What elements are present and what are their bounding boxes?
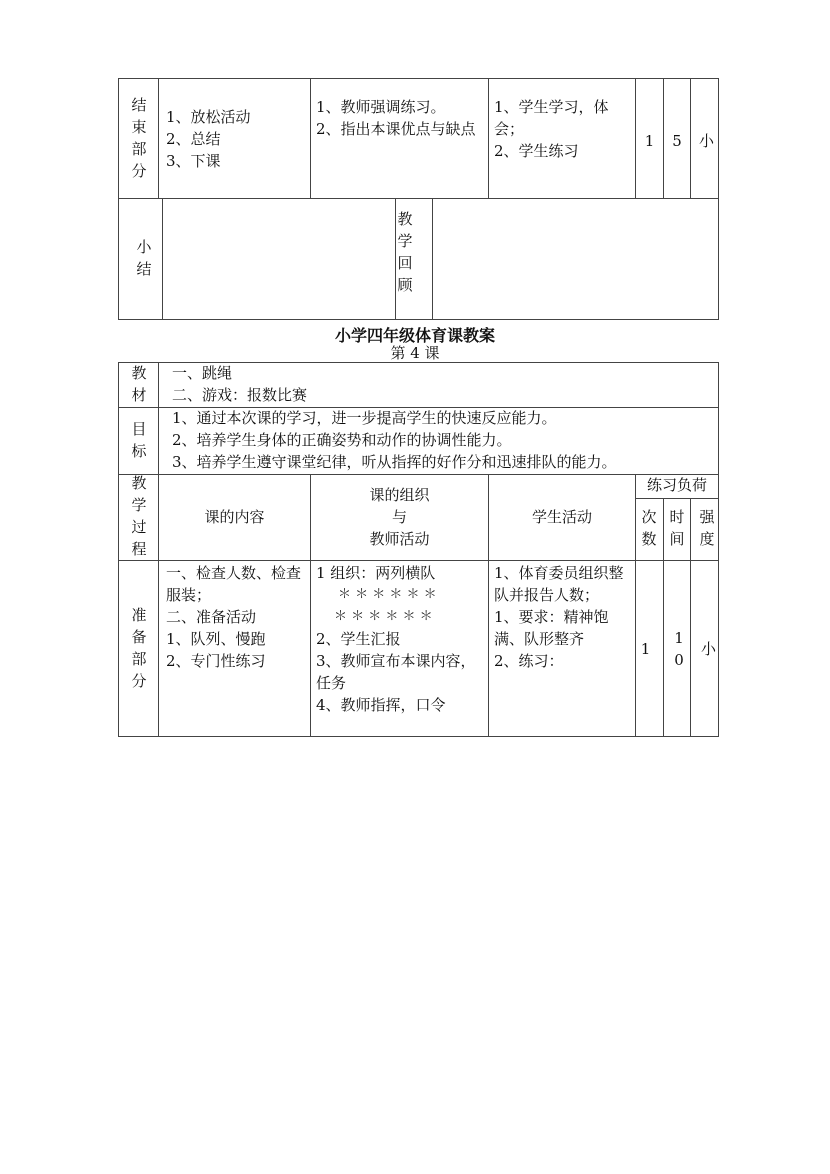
prep-content: 一、检查人数、检查服装； 二、准备活动 1、队列、慢跑 2、专门性练习: [166, 564, 302, 670]
prep-student: 1、体育委员组织整队并报告人数； 1、要求：精神饱满、队形整齐 2、练习：: [494, 564, 624, 670]
end-section-intensity: 小: [698, 132, 714, 150]
summary-label: 小 结: [136, 238, 152, 278]
goals-content: 1、通过本次课的学习，进一步提高学生的快速反应能力。 2、培养学生身体的正确姿势和动作的协调性能力。 3、培养学生遵守课堂纪律，听从指挥的好作分和迅速排队的能力。: [172, 409, 617, 471]
header-load: 练习负荷: [646, 476, 707, 494]
document-title: 小学四年级体育课教案: [334, 326, 495, 345]
header-intensity: 强 度: [699, 508, 715, 548]
header-process: 教 学 过 程: [131, 474, 147, 558]
header-student: 学生活动: [531, 508, 592, 526]
materials-label: 教 材: [131, 364, 147, 404]
end-section-teacher: 1、教师强调练习。 2、指出本课优点与缺点: [316, 98, 476, 138]
prep-teacher-rest: 2、学生汇报 3、教师宣布本课内容，任务 4、教师指挥，口令: [316, 630, 476, 714]
prep-label: 准 备 部 分: [131, 606, 147, 690]
summary-content-cell: [162, 198, 396, 320]
prep-duration: 1 0: [674, 629, 684, 669]
prep-times: 1: [640, 640, 651, 658]
header-content: 课的内容: [204, 508, 265, 526]
review-label: 教 学 回 顾: [397, 210, 413, 294]
header-organization: 课的组织 与 教师活动: [369, 486, 430, 548]
goals-label: 目 标: [131, 420, 147, 460]
end-section-student: 1、学生学习，体会； 2、学生练习: [494, 98, 609, 160]
prep-intensity: 小: [700, 640, 716, 658]
prep-teacher-line1: 1 组织：两列横队: [316, 564, 436, 582]
end-section-times: 1: [644, 132, 655, 150]
end-section-duration: 5: [672, 132, 682, 150]
header-times: 次 数: [641, 508, 657, 548]
review-content-cell: [432, 198, 719, 320]
materials-content: 一、跳绳 二、游戏：报数比赛: [172, 364, 308, 404]
end-section-content: 1、放松活动 2、总结 3、下课: [166, 108, 251, 170]
formation-row-2: ＊ ＊ ＊ ＊ ＊ ＊: [334, 609, 433, 624]
end-section-label: 结 束 部 分: [131, 96, 147, 180]
header-duration: 时 间: [669, 508, 685, 548]
formation-row-1: ＊ ＊ ＊ ＊ ＊ ＊: [338, 587, 437, 602]
lesson-number: 第 4 课: [390, 344, 440, 362]
